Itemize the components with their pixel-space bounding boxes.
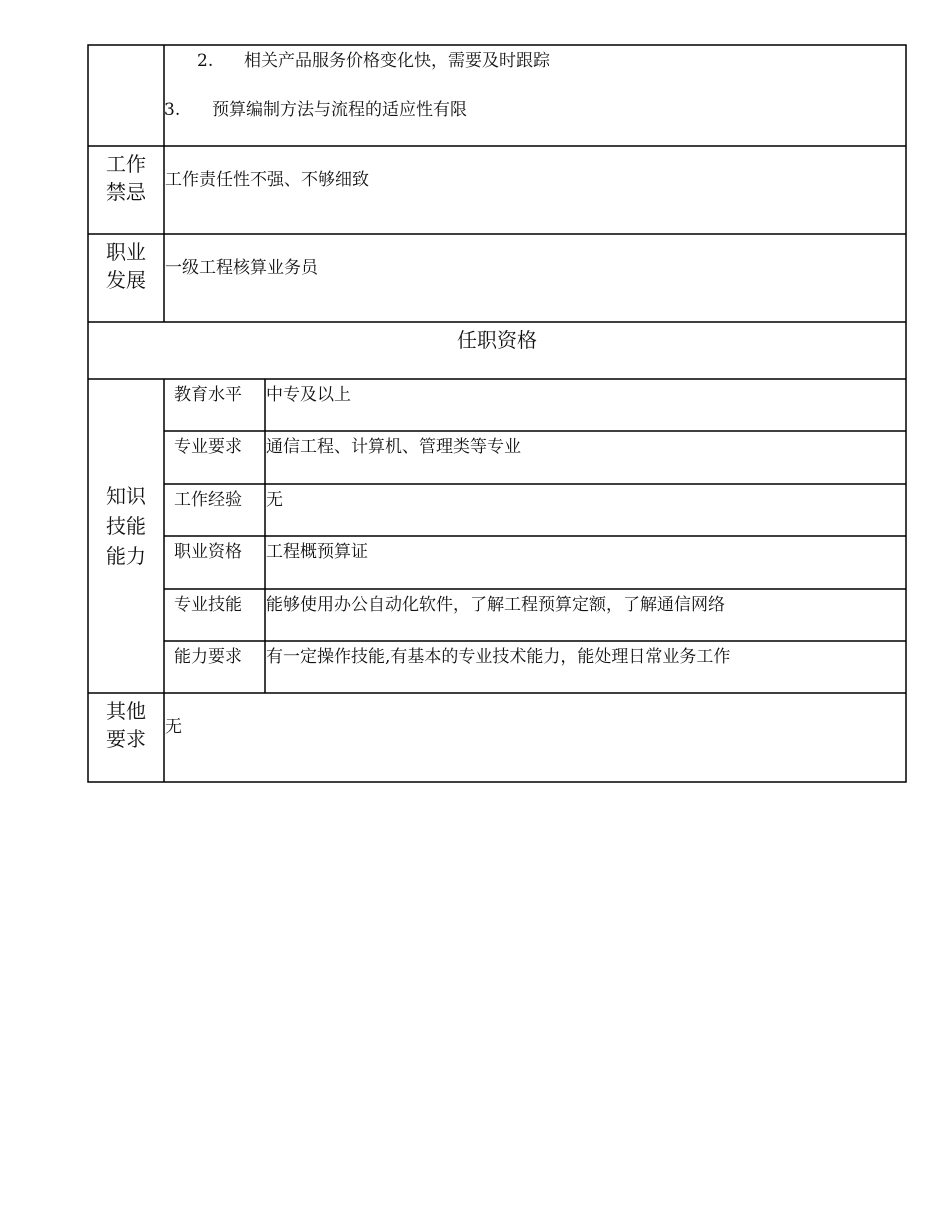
experience-value: 无 bbox=[266, 490, 283, 510]
other-label-line1: 其他 bbox=[106, 699, 146, 723]
taboo-label-line1: 工作 bbox=[106, 152, 146, 176]
taboo-value: 工作责任性不强、不够细致 bbox=[165, 170, 369, 190]
taboo-label-line2: 禁忌 bbox=[106, 180, 146, 204]
other-label bbox=[88, 697, 164, 753]
career-value: 一级工程核算业务员 bbox=[165, 258, 318, 278]
list-item-number: 3. bbox=[164, 100, 181, 120]
ability-value: 有一定操作技能,有基本的专业技术能力，能处理日常业务工作 bbox=[266, 647, 731, 667]
knowledge-label-line3: 能力 bbox=[106, 544, 146, 568]
skills-label: 专业技能 bbox=[174, 595, 242, 615]
ability-label: 能力要求 bbox=[174, 647, 242, 667]
career-label bbox=[88, 238, 164, 294]
career-label-line2: 发展 bbox=[106, 268, 146, 292]
certification-value: 工程概预算证 bbox=[266, 542, 368, 562]
major-value: 通信工程、计算机、管理类等专业 bbox=[266, 437, 521, 457]
experience-label: 工作经验 bbox=[174, 490, 242, 510]
knowledge-label-line2: 技能 bbox=[106, 514, 146, 538]
education-value: 中专及以上 bbox=[266, 385, 351, 405]
list-item-text: 预算编制方法与流程的适应性有限 bbox=[212, 100, 467, 120]
other-value: 无 bbox=[165, 717, 182, 737]
education-label: 教育水平 bbox=[174, 385, 242, 405]
career-label-line1: 职业 bbox=[106, 240, 146, 264]
other-label-line2: 要求 bbox=[106, 727, 146, 751]
certification-label: 职业资格 bbox=[174, 542, 242, 562]
major-label: 专业要求 bbox=[174, 437, 242, 457]
section-title: 任职资格 bbox=[457, 328, 537, 352]
skills-value: 能够使用办公自动化软件，了解工程预算定额，了解通信网络 bbox=[266, 595, 725, 615]
list-item-number: 2. bbox=[197, 51, 214, 71]
knowledge-label-line1: 知识 bbox=[106, 484, 146, 508]
knowledge-label bbox=[88, 481, 164, 571]
taboo-label bbox=[88, 150, 164, 206]
list-item-text: 相关产品服务价格变化快，需要及时跟踪 bbox=[244, 51, 550, 71]
